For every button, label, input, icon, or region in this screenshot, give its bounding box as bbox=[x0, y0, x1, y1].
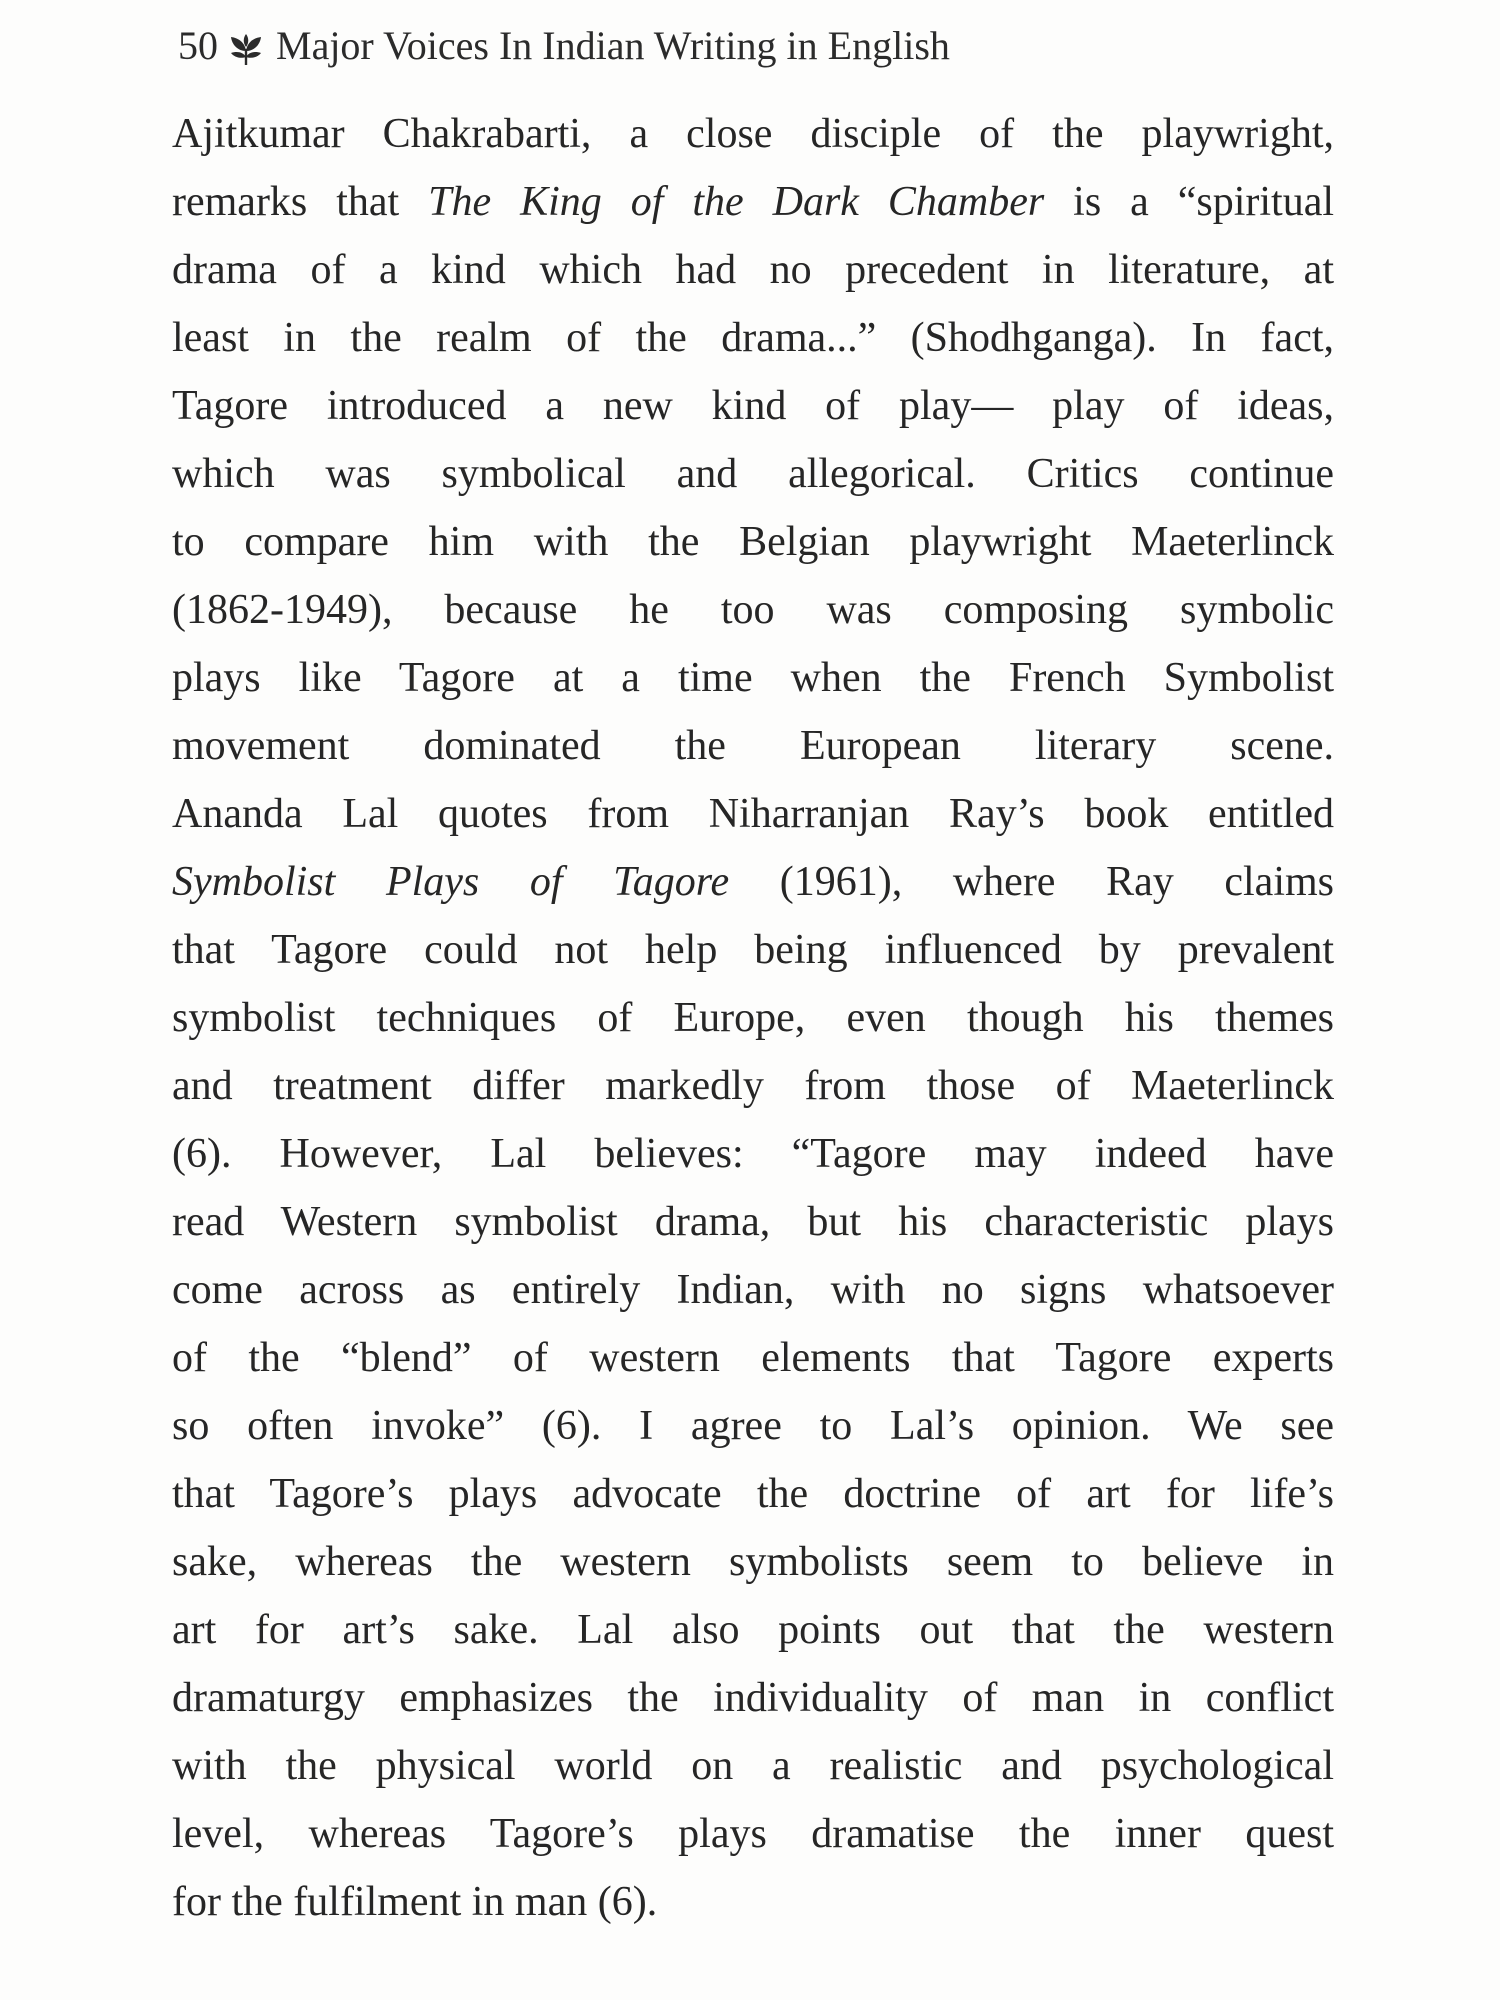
line-text: Ananda Lal quotes from Niharranjan Ray’s book entitled bbox=[172, 791, 1334, 837]
line-text: plays like Tagore at a time when the French Symbolist bbox=[172, 655, 1334, 701]
text-line bbox=[172, 1664, 1334, 1732]
text-line bbox=[172, 168, 1334, 236]
line-text: (1961), where Ray claims bbox=[729, 859, 1334, 905]
line-text: least in the realm of the drama...” (Shodhganga). In fact, bbox=[172, 315, 1334, 361]
text-line bbox=[172, 1868, 1334, 1936]
text-line bbox=[172, 644, 1334, 712]
text-line bbox=[172, 508, 1334, 576]
line-text: of the “blend” of western elements that Tagore experts bbox=[172, 1335, 1334, 1381]
text-line bbox=[172, 1460, 1334, 1528]
text-line bbox=[172, 1188, 1334, 1256]
text-line bbox=[172, 1324, 1334, 1392]
text-line bbox=[172, 780, 1334, 848]
line-text: (1862-1949), because he too was composing symbolic bbox=[172, 587, 1334, 633]
text-line bbox=[172, 1120, 1334, 1188]
line-text: drama of a kind which had no precedent in literature, at bbox=[172, 247, 1334, 293]
book-title: Major Voices In Indian Writing in English bbox=[276, 23, 950, 68]
line-text: and treatment differ markedly from those of Maeterlinck bbox=[172, 1063, 1334, 1109]
text-line bbox=[172, 916, 1334, 984]
line-text: so often invoke” (6). I agree to Lal’s opinion. We see bbox=[172, 1403, 1334, 1449]
line-text: to compare him with the Belgian playwright Maeterlinck bbox=[172, 519, 1334, 565]
text-line bbox=[172, 1392, 1334, 1460]
line-text: dramaturgy emphasizes the individuality of man in conflict bbox=[172, 1675, 1334, 1721]
page-number: 50 bbox=[178, 23, 218, 68]
text-line bbox=[172, 1596, 1334, 1664]
line-text: level, whereas Tagore’s plays dramatise the inner quest bbox=[172, 1811, 1334, 1857]
book-title-italic: Symbolist Plays of Tagore bbox=[172, 859, 730, 905]
line-text: is a “spiritual bbox=[1044, 179, 1334, 225]
line-text: Ajitkumar Chakrabarti, a close disciple of the playwright, bbox=[172, 111, 1334, 157]
line-text: with the physical world on a realistic and psychological bbox=[172, 1743, 1334, 1789]
text-line bbox=[172, 372, 1334, 440]
text-line bbox=[172, 304, 1334, 372]
text-line bbox=[172, 576, 1334, 644]
text-line bbox=[172, 1528, 1334, 1596]
line-text: read Western symbolist drama, but his characteristic plays bbox=[172, 1199, 1334, 1245]
leaf-ornament-icon bbox=[228, 28, 264, 64]
text-line bbox=[172, 1256, 1334, 1324]
line-text: for the fulfilment in man (6). bbox=[172, 1879, 658, 1925]
line-text: sake, whereas the western symbolists seem to believe in bbox=[172, 1539, 1334, 1585]
running-head bbox=[178, 18, 950, 74]
text-line bbox=[172, 440, 1334, 508]
line-text: remarks that bbox=[172, 179, 429, 225]
text-line bbox=[172, 236, 1334, 304]
line-text: which was symbolical and allegorical. Critics continue bbox=[172, 451, 1334, 497]
text-line bbox=[172, 712, 1334, 780]
line-text: Tagore introduced a new kind of play— play of ideas, bbox=[172, 383, 1334, 429]
text-line bbox=[172, 1732, 1334, 1800]
text-line bbox=[172, 100, 1334, 168]
line-text: come across as entirely Indian, with no signs whatsoever bbox=[172, 1267, 1334, 1313]
line-text: that Tagore’s plays advocate the doctrine of art for life’s bbox=[172, 1471, 1334, 1517]
line-text: symbolist techniques of Europe, even though his themes bbox=[172, 995, 1334, 1041]
line-text: that Tagore could not help being influenced by prevalent bbox=[172, 927, 1334, 973]
text-line bbox=[172, 1052, 1334, 1120]
text-line bbox=[172, 848, 1334, 916]
body-paragraph bbox=[172, 100, 1334, 1936]
text-line bbox=[172, 984, 1334, 1052]
line-text: (6). However, Lal believes: “Tagore may indeed have bbox=[172, 1131, 1334, 1177]
book-title-italic: The King of the Dark Chamber bbox=[428, 179, 1045, 225]
line-text: movement dominated the European literary scene. bbox=[172, 723, 1334, 769]
line-text: art for art’s sake. Lal also points out that the western bbox=[172, 1607, 1334, 1653]
text-line bbox=[172, 1800, 1334, 1868]
